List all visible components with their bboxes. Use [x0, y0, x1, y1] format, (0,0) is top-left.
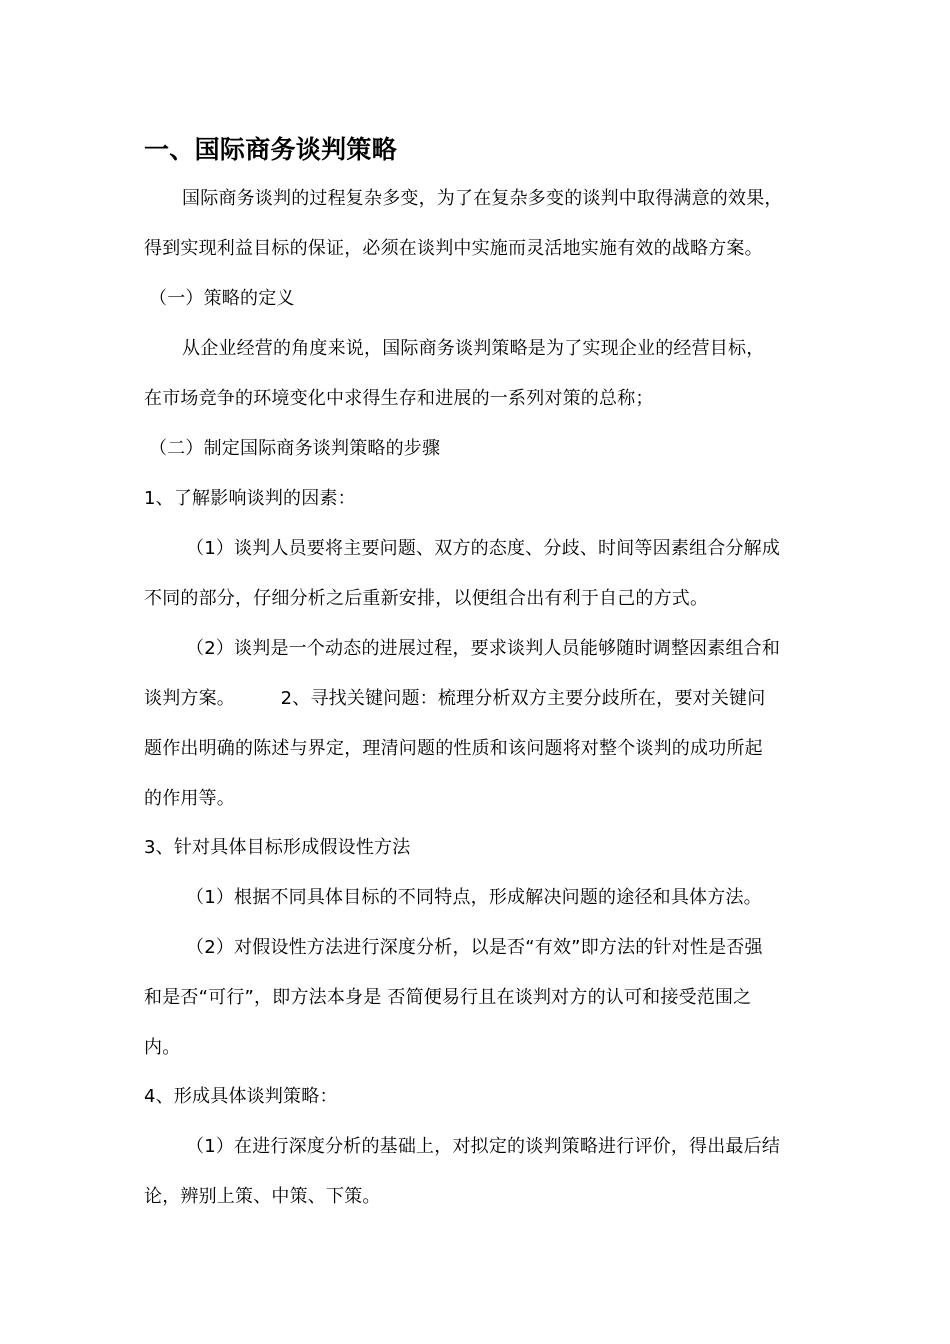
subheading: （一）策略的定义 — [149, 288, 295, 309]
list-item: 3、针对具体目标形成假设性方法 — [144, 837, 411, 858]
paragraph-line: （1）谈判人员要将主要问题、双方的态度、分歧、时间等因素组合分解成 — [186, 538, 781, 559]
paragraph-line: 题作出明确的陈述与界定，理清问题的性质和该问题将对整个谈判的成功所起 — [144, 738, 763, 759]
paragraph-line: 的作用等。 — [144, 788, 235, 809]
paragraph-line: （1）在进行深度分析的基础上，对拟定的谈判策略进行评价，得出最后结 — [186, 1136, 781, 1157]
paragraph-line: （1）根据不同具体目标的不同特点，形成解决问题的途径和具体方法。 — [186, 887, 762, 908]
paragraph-line: （2）对假设性方法进行深度分析，以是否“有效”即方法的针对性是否强 — [186, 937, 763, 958]
paragraph-line: 从企业经营的角度来说，国际商务谈判策略是为了实现企业的经营目标， — [182, 338, 765, 359]
list-item: 4、形成具体谈判策略： — [144, 1086, 338, 1107]
section-heading: 一、国际商务谈判策略 — [144, 135, 398, 164]
paragraph-line: 在市场竞争的环境变化中求得生存和进展的一系列对策的总称； — [144, 388, 654, 409]
subheading: （二）制定国际商务谈判策略的步骤 — [149, 438, 441, 459]
paragraph-line: 不同的部分，仔细分析之后重新安排，以便组合出有利于自己的方式。 — [144, 588, 709, 609]
paragraph-line: 内。 — [144, 1037, 181, 1058]
paragraph-line: 论，辨别上策、中策、下策。 — [144, 1186, 381, 1207]
paragraph-line: （2）谈判是一个动态的进展过程，要求谈判人员能够随时调整因素组合和 — [186, 638, 781, 659]
document-page — [144, 0, 824, 1344]
paragraph-line: 国际商务谈判的过程复杂多变，为了在复杂多变的谈判中取得满意的效果， — [182, 188, 783, 209]
list-item: 1、了解影响谈判的因素： — [144, 488, 356, 509]
paragraph-line: 和是否“可行”，即方法本身是 否简便易行且在谈判对方的认可和接受范围之 — [144, 987, 752, 1008]
paragraph-line: 得到实现利益目标的保证，必须在谈判中实施而灵活地实施有效的战略方案。 — [144, 238, 763, 259]
paragraph-line: 谈判方案。 2、寻找关键问题：梳理分析双方主要分歧所在，要对关键问 — [144, 688, 766, 709]
